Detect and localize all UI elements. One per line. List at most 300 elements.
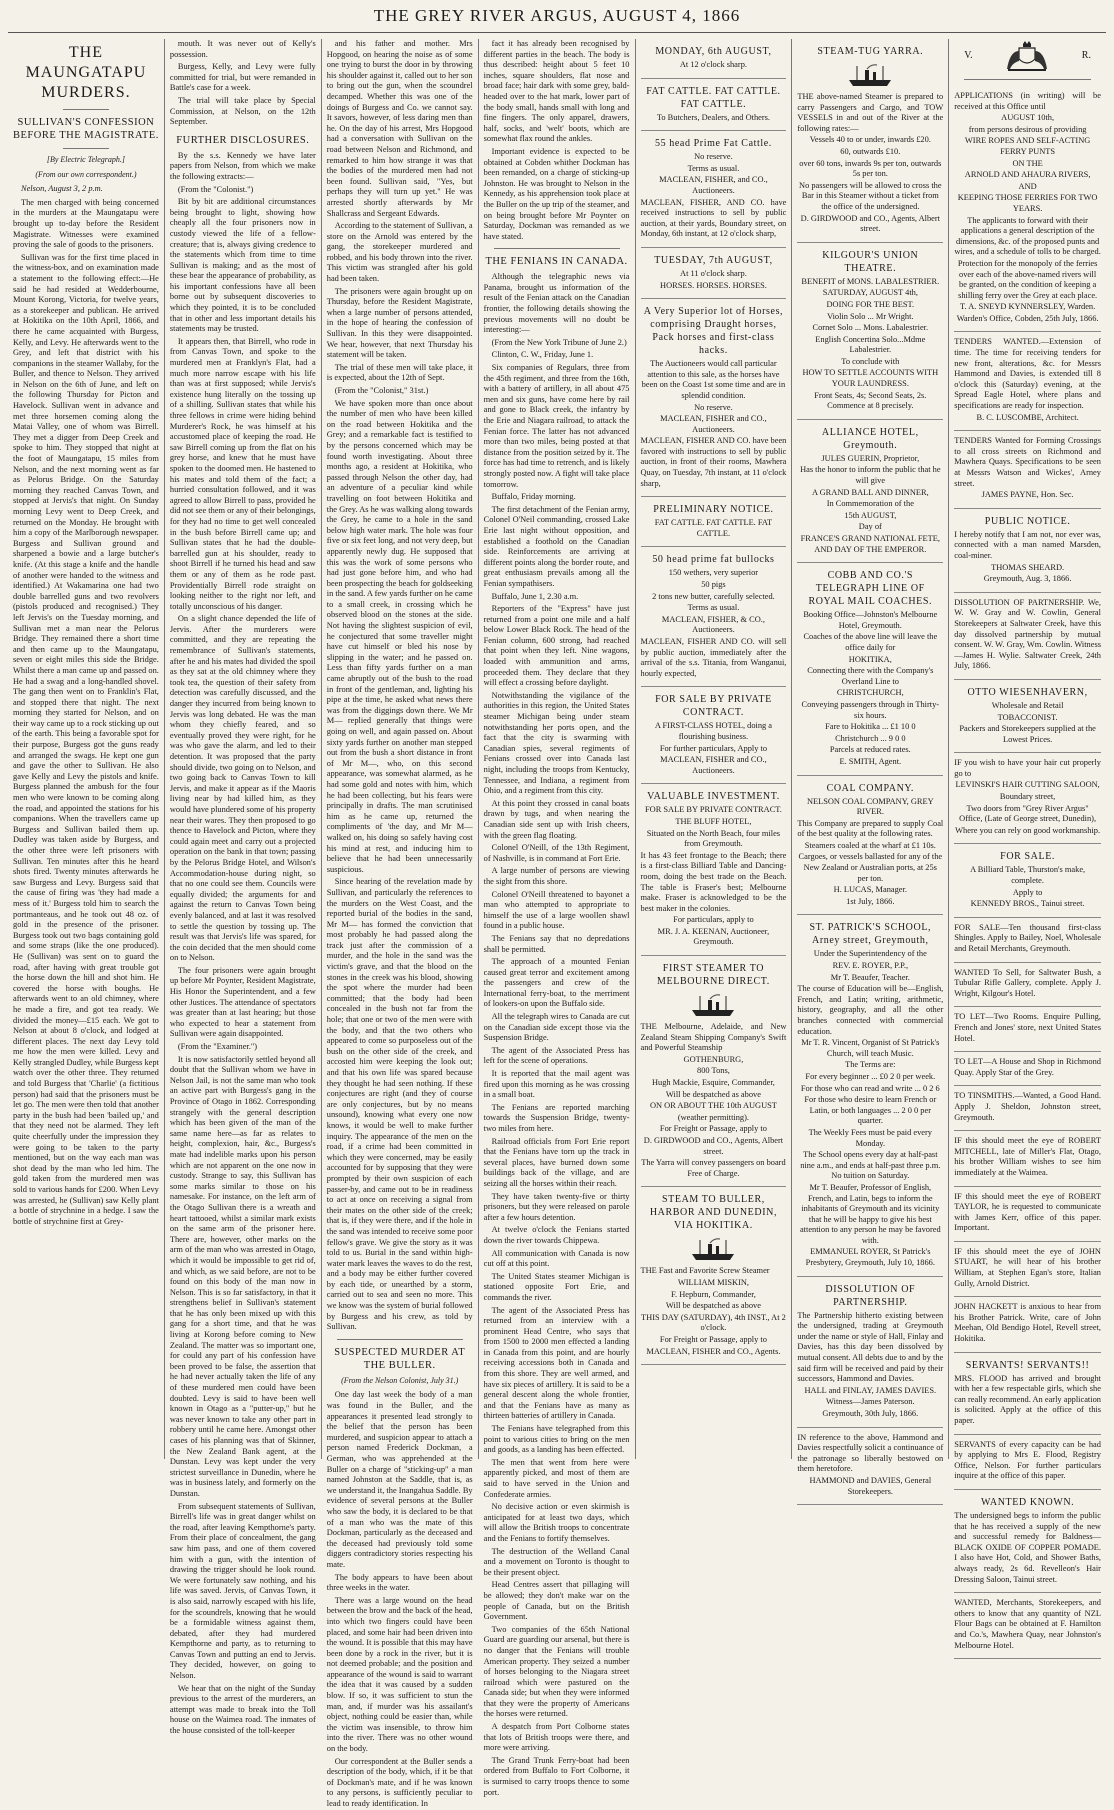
ad-text: IF this should meet the eye of ROBERT TAYLOR, he is requested to communicate with James Kerr, office of this paper. Important. xyxy=(954,1191,1101,1233)
advertisement xyxy=(954,1490,1101,1593)
ad-line: TUESDAY, 7th AUGUST, xyxy=(654,254,773,266)
ad-line: HORSES. HORSES. HORSES. xyxy=(660,280,767,290)
advertisement xyxy=(797,420,943,563)
advertisement xyxy=(797,39,943,243)
ad-line: FOR SALE BY PRIVATE CONTRACT. xyxy=(644,805,782,815)
paragraph: It appears then, that Birrell, who rode in from Canvas Town, and spoke to the murdered men at Franklyn's Flat, had a much more narrow escape with his life than was at first supposed; while Jervis's existence hung literally on the tossing up of a shilling. Sullivan states that while his three fellows in crime were hiding behind Murderer's Rock, he was himself at his accustomed place of keeping the road. He saw Birrell coming up from the flat on his grey horse, and knew that he must have spoken to the doomed men. He hastened to his mates and told them of the fact; a hurried consultation followed, and it was agreed to allow Birrell to pass, provided he did not see them or any of their belongings, for they had no time to get well concealed in the bush before Birrell came up; and Sullivan states that he had the double-barrelled gun at his shoulder, ready to shoot Birrell if he turned his head and saw them or any of them as he rode past. Providentially Birrell rode straight on looking neither to the right nor left, and totally unconscious of his danger. xyxy=(169,336,316,611)
ad-line: Terms as usual. xyxy=(687,163,740,173)
ad-line: Steamers coaled at the wharf at £1 10s. xyxy=(804,840,936,850)
ad-line: MACLEAN, FISHER and CO., Agents. xyxy=(646,1346,781,1356)
paragraph: Since hearing of the revelation made by Sullivan, and particularly the references to the murders on the West Coast, and the reported burial of the bodies in the sand, Mr M— has formed the conviction that most probably he had passed along the track just after the commission of a murder, and the hole in the sand was the victim's grave, and that the blood on the stones in the creek was his blood, showing the spot where the murder had been committed; that the body had been concealed in the bush not far from the hole; that one or two of the men were with the body, and that the two others who appeared to come so purposeless out of the bush on the other side of the creek, and accosted him were keeping the look out; and that his own life was spared because they thought he had seen nothing. If these conjectures are right (and they of course are only conjectures, but by no means unsound), knowing what every one now knows, it would be well to make further inquiry. The appearance of the men on the road, if a crime had been committed in which they were concerned, may be easily accounted for by supposing that they were prompted by their own suspicion of each passer-by, and came out to be in readiness to act at once on receiving a signal from their mates on the other side of the creek; that is, if they were there, and if the hole in the sand was intended to receive some poor fellow's grave. We give the story as it was told to us. Burial in the sand within high-water mark leaves the waves to do the rest, and a body may be either further covered by each tide, or unearthed by a storm, carried out to sea and seen no more. This we know was the system of burial followed by Burgess and his crew, as told by Sullivan. xyxy=(326,877,473,1332)
ad-line: H. LUCAS, Manager. xyxy=(833,885,907,895)
ad-text: MACLEAN, FISHER, AND CO. have received instructions to sell by public auction, at their yards, Boundary street, on Monday, 6th instant, at 12 o'clock sharp, xyxy=(640,197,787,239)
ad-line: DISSOLUTION OF PARTNERSHIP. xyxy=(825,1283,916,1308)
paragraph: On a slight chance depended the life of Jervis. After the murderers were committed, and they are repeating the remembrance of Sullivan's statements, after he and his mates had divided the spoil as they sat at the old chimney where they took tea, the question of their safety from detection was carefully discussed, and the danger they incurred from being known to Jervis was long debated. He was the man whom they chiefly feared, and so eventually proved they were right, for he was who gave the alarm, and led to their detention. It was proposed that the party should divide, two going on to Nelson, and two going back to Canvas Town to kill Jervis, and make it appear as if the Maoris living near by had killed him, as they would have plundered some of his property near their wares. They then proposed to go thence to Havelock and Picton, where they could again meet and carry out a projected operation on the bank in that town; passing by the Pelorus Bridge Hotel, and Wilson's Accommodation-house during night, so that no one could see them. Councils were equally divided; the arguments for and against the return to Canvas Town being evenly balanced, and at last it was resolved to settle the question by tossing up. The result was that Jervis's life was spared, for the coin decided that the men should come on to Nelson. xyxy=(169,614,316,963)
article-body xyxy=(170,151,316,1737)
ad-line: To Butchers, Dealers, and Others. xyxy=(656,112,770,122)
ad-line: MACLEAN, FISHER and CO., Auctioneers. xyxy=(660,755,767,775)
ad-text: MRS. FLOOD has arrived and brought with her a few respectable girls, which she can really recommend. An early application is solicited. Apply at the office of this paper. xyxy=(954,1373,1101,1425)
ad-line: A Very Superior lot of Horses, comprising Draught horses, Pack horses and first-class hacks. xyxy=(643,306,784,357)
royal-crest xyxy=(954,39,1101,73)
article-body xyxy=(484,39,630,242)
advertisement xyxy=(954,431,1101,509)
ad-line: THOMAS SHEARD. xyxy=(991,562,1065,572)
ad-line: English Concertina Solo...Mdme Labalestrier. xyxy=(815,334,926,355)
ad-line: Connecting there with the Company's Overland Line to xyxy=(807,666,934,686)
advertisement xyxy=(954,1353,1101,1435)
advertisement xyxy=(954,1187,1101,1242)
ad-line: Warden's Office, Cobden, 25th July, 1866. xyxy=(956,313,1099,323)
ad-text: SERVANTS of every capacity can be had by applying to Mrs E. Flood, Registry Office, Nelson. For further particulars inquire at the office of this paper. xyxy=(954,1439,1101,1481)
ad-line: WILLIAM MISKIN, xyxy=(677,1277,750,1287)
ad-line: HOKITIKA, xyxy=(848,654,892,664)
ad-line: Under the Superintendency of the xyxy=(813,949,927,959)
ad-line: THE BLUFF HOTEL, xyxy=(675,816,752,826)
headline: THE MAUNGATAPU MURDERS. xyxy=(25,44,147,101)
ad-line: Greymouth, 30th July, 1866. xyxy=(822,1409,919,1418)
paragraph: All the telegraph wires to Canada are cut on the Canadian side except those via the Suspension Bridge. xyxy=(483,1012,630,1043)
steamship-icon xyxy=(641,992,787,1018)
ad-line: Has the honor to inform the public that he will give xyxy=(800,465,941,486)
divider xyxy=(494,248,620,249)
ad-line: over 60 tons, inwards 9s per ton, outwards 5s per ton. xyxy=(799,158,942,179)
divider xyxy=(337,1339,463,1340)
ad-line: EMMANUEL ROYER, St Patrick's Presbytery, Greymouth, July 10, 1866. xyxy=(805,1247,935,1268)
ad-text: JOHN HACKETT is anxious to hear from his Brother Patrick. Write, care of John Meehan, Old Bendigo Hotel, Revell street, Hokitika. xyxy=(954,1302,1101,1344)
ad-line: HOW TO SETTLE ACCOUNTS WITH YOUR LAUNDRESS. xyxy=(802,368,939,389)
paragraph: A large number of persons are viewing the sight from this shore. xyxy=(483,866,630,886)
paragraph: (From the New York Tribune of June 2.) xyxy=(491,337,627,347)
advertisement xyxy=(954,844,1101,917)
paragraph: Our correspondent at the Buller sends a description of the body, which, if it be that of Dockman's mate, and if he was known to any persons, is sufficiently peculiar to lead to ready identification. In xyxy=(326,1756,473,1808)
ad-line: LEVINSKI'S HAIR CUTTING SALOON, xyxy=(955,780,1100,790)
article-body xyxy=(170,39,316,128)
advertisements xyxy=(954,86,1101,1659)
advertisement xyxy=(954,1052,1101,1086)
advertisement xyxy=(954,1242,1101,1297)
ad-line: COAL COMPANY. xyxy=(826,782,915,794)
ad-line: FRANCE'S GRAND NATIONAL FETE, AND DAY OF THE EMPEROR. xyxy=(800,534,940,554)
ad-line: Greymouth, Aug. 3, 1866. xyxy=(983,574,1072,584)
ad-line: STEAM-TUG YARRA. xyxy=(817,46,924,57)
ad-line: ALLIANCE HOTEL, Greymouth. xyxy=(821,426,919,451)
paragraph: We have spoken more than once about the number of men who have been killed on the road between Hokitika and the Grey; and a remarkable fact is testified to by the persons concerned which may be found worth investigating. About three months ago, a resident at Hokitika, who passed through Nelson the other day, had an adventure of a peculiar kind while travelling on foot between Hokitika and the Grey. As he was walking along towards the Grey, he came to a hole in the sand below high water mark. The hole was four five or six feet long, and not very deep, but apparently newly dug. He supposed that this was the work of some persons who had just gone before him, and who had been prospecting the beach for goldseeking in the sand. A few yards further on he came to a small creek, in crossing which he observed blood on the stones at the side. Not having the slightest suspicion of evil, he conjectured that some traveller might have cut himself or bled his nose by slipping in the water; and he passed on. Less than fifty yards further on a man came abruptly out of the bush to the road in front of the gentleman, and, lighting his pipe at the time, he asked what news there was from the diggings down there. We Mr M— replied generally that things were going on well, and again passed on. About sixty yards further on another man stepped out from the bush a short distance in front of Mr M—, who, on this second appearance, was somewhat alarmed, as he had some gold and notes with him, which he had been collecting, but his fears were principally in drafts. The man scrutinised him as he came up, returned the compliments of 'the day, and Mr M— walked on, his doing so safely having cost his mind at rest, and inducing him to believe that he had been unnecessarily suspicious. xyxy=(326,398,473,874)
ad-line: KEEPING THOSE FERRIES FOR TWO YEARS. xyxy=(957,193,1098,213)
ad-line: Parcels at reduced rates. xyxy=(829,745,911,755)
byline-source: (From our own correspondent.) xyxy=(35,169,137,179)
paragraph: Reporters of the "Express" have just returned from a point one mile and a half below Lower Black Rock. The head of the Fenian column, 600 strong, had reached that point when they left. Nine wagons, loaded with ammunition and arms, proceeded them. They declare that they will effect a crossing before daylight. xyxy=(483,604,630,688)
paragraph: Sullivan was for the first time placed in the witness-box, and on examination made a statement to the following effect:—He said he had resided at Wedderbourne, Mount Korong, Victoria, for twelve years, as a storekeeper and publican. He arrived at Hokitika on the 10th April, 1866, and there he came acquainted with Burgess, Kelly, and Levy. He afterwards went to the Grey, and left that district with his companions in the steamer Wallaby, for the Buller, and thence to Nelson. They arrived in Nelson on the 6th of June, and left on the following Thursday for Picton and Havelock. Sullivan went in advance and met three horsemen coming along the Matai Valley, one of whom was Birrell. They met a digger from Deep Creek and spoke to him. They stopped that night at the foot of Maungatapu, 15 miles from Nelson, and the next morning went as far as Pelorus Bridge. On the Saturday morning they reached Canvas Town, and stopped at Jervis's that night. On Sunday morning Levy went to Deep Creek, and returned on the Monday. He brought with him a copy of the Marlborough newspaper. Burgess and Sullivan ground and sharpened a bowie and a large butcher's knife. (At this stage a knife and the handle of another were handed to the witness and identified.) At Wakamarina one had two double barrelled guns and two revolvers (pistols produced and recognised.) They left Jervis's on the Tuesday morning, and Sullivan met a man near the Pelorus Bridge. They remained there a short time and then came up to the Maungatapu, seven or eight miles this side the Bridge. Whilst there a man came up and passed on. He had a swag and a long-handled shovel. The gang then went on to Franklin's Flat, and stopped there that night. The next morning they started for Nelson, and on their way came up to a rock sticking up out of the earth. This being a favorable spot for their purpose, Burgess got the guns ready and arranged the swags. He kept one gun and gave the other to Sullivan. He also gave Kelly and Levy the pistols and knife. Burgess planned the ambush for the four men who were known to be coming along the road, and appointed the stations for his companions. When the travellers came up Burgess and Sullivan bailed them up. Dudley was taken aside by Burgess, and the other three were left prisoners with Sullivan. Ten minutes after this he heard shots fired. Twenty minutes afterwards he saw Burgess and Levy. Burgess said that the cause of firing was 'they had made a mess of it.' Burgess told him to search the portmanteaus, and he took out 48 oz. of gold in the presence of the prisoner. Burgess took out two bags containing gold and some straps (like the one produced). He (Sullivan) was sent on to guard the road, after having with great trouble got the horse down the hill and shot him. He covered the horse with boughs. He afterwards went to an old chimney, where he made a fire, and got tea ready. We divided the money—£15 each. We got to Nelson at about 8 o'clock, and lodged at different places. The next day Levy told me how the men were killed. Levy and Kelly strangled Dudley, while Burgess kept watch over the other three. They returned and told Burgess that 'Charlie' (a fictitious person) had said that the prisoners must be let go. The men were then told that another party in the bush had been 'bailed up,' and that they need not be alarmed. They left quite cheerfully under the impression they were going to be taken to the party mentioned, but on the way each man was shot dead by the man who led him. The gold taken from the murdered men was sold to various hands for £200. When Levy was arrested, he (Sullivan) saw Kelly plant a bottle of strychnine in a hedge. I saw the bottle of strychnine first at Grey- xyxy=(13,252,159,1226)
ad-line: Cargoes, or vessels ballasted for any of the New Zealand or Australian ports, at 25s per ton. xyxy=(798,852,943,883)
columns xyxy=(8,39,1106,1808)
paragraph: Two companies of the 65th National Guard are guarding our arsenal, but there is no danger that the Fenians will trouble American property. They seized a number of horses belonging to the Niagara street railroad which were pastured on the Canada side; but when they were informed that they were the property of Americans the horses were returned. xyxy=(483,1624,630,1719)
ad-line: 2 tons new butter, carefully selected. xyxy=(652,591,775,601)
column-5 xyxy=(636,39,793,1459)
advertisement xyxy=(797,243,943,420)
ad-line: PUBLIC NOTICE. xyxy=(984,515,1071,527)
ad-text: TO LET—Two Rooms. Enquire Pulling, French and Jones' store, next United States Hotel. xyxy=(954,1012,1101,1043)
ad-line: Boundary street, xyxy=(999,792,1056,802)
advertisement xyxy=(954,1297,1101,1352)
ad-line: ST. PATRICK'S SCHOOL, Arney street, Greymouth, xyxy=(809,922,932,947)
ad-line: A Billiard Table, Thurston's make, complete. xyxy=(970,865,1086,886)
ad-line: FOR SALE BY PRIVATE CONTRACT. xyxy=(655,694,772,719)
dateline: Nelson, August 3, 2 p.m. xyxy=(21,184,103,194)
ad-line: TOBACCONIST. xyxy=(997,712,1058,722)
paragraph: One day last week the body of a man was found in the Buller, and the appearances it presented lead strongly to the belief that the person has been murdered, and suspicion appear to attach a person named Frederick Dockman, a German, who was apprehended at the Buller on a charge of "sticking-up" a man named Johnston at the Saddle, that is, as we understand it, the Inangahua Saddle. By evidence of several persons at the Buller who saw the body, it is declared to be that of a man who was the mate of this Dockman, particularly as the deceased and the deceased had previously told some diggers contradictory stories respecting his mate. xyxy=(326,1390,473,1569)
ad-line: CHRISTCHURCH, xyxy=(836,688,904,698)
paragraph: The Fenians say that no depredations shall be permitted. xyxy=(483,933,630,954)
paragraph: (From the "Colonist," 31st.) xyxy=(334,386,429,395)
ad-line: Where you can rely on good workmanship. xyxy=(955,825,1101,835)
ad-line: KILGOUR'S UNION THEATRE. xyxy=(822,249,919,274)
ad-line: FIRST STEAMER TO MELBOURNE DIRECT. xyxy=(657,963,770,988)
ad-text: TO LET—A House and Shop in Richmond Quay. Apply Star of the Grey. xyxy=(954,1057,1101,1077)
page-title: THE GREY RIVER ARGUS, AUGUST 4, 1866 xyxy=(373,6,741,25)
advertisement xyxy=(641,248,787,299)
ad-line: Will be despatched as above xyxy=(665,1089,761,1099)
ad-text: WANTED To Sell, for Saltwater Bush, a Tubular Rifle Gallery, complete. Apply J. Wright, Kilgour's Hotel. xyxy=(954,967,1101,998)
ad-line: REV. E. ROYER, P.P., xyxy=(832,961,909,971)
ad-line: 50 head prime fat bullocks xyxy=(652,554,775,566)
ad-line: ON THE xyxy=(1012,158,1043,168)
ad-text: IF this should meet the eye of ROBERT MITCHELL, late of Miller's Flat, Otago, his brother William wishes to see him immediately at the Waimea. xyxy=(954,1136,1101,1177)
ad-line: VALUABLE INVESTMENT. xyxy=(647,791,780,803)
paragraph: Burgess, Kelly, and Levy were fully committed for trial, but were remanded in Battle's case for a week. xyxy=(169,62,316,93)
advertisement xyxy=(797,563,943,775)
ad-line: 50 pigs xyxy=(701,580,726,590)
ad-line: WIRE ROPES AND SELF-ACTING FERRY PUNTS xyxy=(964,136,1091,156)
paragraph: Colonel O'Neill threatened to bayonet a man who attempted to appropriate to himself the use of a large woollen shawl found in a public house. xyxy=(483,889,630,931)
ad-text: MACLEAN, FISHER AND CO. will sell by public auction, immediately after the arrival of the s.s. Titania, from Wanganui, hourly expected, xyxy=(640,637,787,678)
ad-line: SATURDAY, AUGUST 4th, xyxy=(822,288,918,298)
ad-text: DISSOLUTION OF PARTNERSHIP. We, W. W. Gray and W. Cowlin, General Storekeepers at Saltwater Creek, have this day dissolved partnership by mutual consent. W. W. Gray, Wm. Cowlin. Witness—James H. Wylie. Saltwater Creek, 24th July, 1866. xyxy=(954,597,1101,671)
paragraph: A despatch from Port Colborne states that lots of British troops were there, and more were arriving. xyxy=(483,1722,630,1753)
advertisement xyxy=(954,1435,1101,1490)
paragraph: Notwithstanding the vigilance of the authorities in this region, the United States steamer Michigan being under steam notwithstanding her ports open, and the fact that the city is swarming with Canadian spies, several regiments of Fenians crossed over into Canada last night, including the troops from Kentucky, Tennessee, and Indiana, a regiment from Ohio, and a regiment from this city. xyxy=(483,690,630,796)
paragraph: There was a large wound on the head between the brow and the back of the head, into which two fingers could have been placed, and some hair had been driven into the wound. It is possible that this may have been done by a rock in the river, but it is not deemed probable; and the position and appearance of the wound is said to warrant the idea that it was caused by a sudden blow. If so, it was sufficient to stun the man, and, if murder was his assailant's object, nothing could be easier than, while the victim was insensible, to throw him into the river. There was no other wound on the body. xyxy=(326,1595,473,1754)
paragraph: (From the "Examiner.") xyxy=(177,1042,258,1052)
advertisement xyxy=(954,918,1101,963)
advertisements xyxy=(641,39,787,1365)
ad-line: For Freight or Passage, apply to xyxy=(659,1334,767,1344)
ad-line: No passengers will be allowed to cross the Bar in this Steamer without a ticket from the office of the undersigned. xyxy=(799,180,942,211)
section-heading: THE FENIANS IN CANADA. xyxy=(485,256,628,268)
paragraph: At twelve o'clock the Fenians started down the river towards Chippewa. xyxy=(483,1225,630,1245)
ad-line: FAT CATTLE. FAT CATTLE. FAT CATTLE. xyxy=(646,85,781,110)
ad-line: DOING FOR THE BEST. xyxy=(826,299,915,309)
advertisement xyxy=(641,784,787,956)
article-source: (From the Nelson Colonist, July 31.) xyxy=(341,1375,459,1385)
advertisements xyxy=(797,39,943,1505)
paragraph: From subsequent statements of Sullivan, Birrell's life was in great danger whilst on the road, after leaving Kempthorne's party. From their place of concealment, the gang saw him pass, and one of them covered him with a gun, with the intention of drawing the trigger should he look round. We were fortunately saw nothing, and his life was saved. Jervis, of Canvas Town, it is also said, narrowly escaped with his life, for the scoundrels, knowing that he would be a formidable witness against them, debated, after they had murdered Kempthorne and party, as to returning to Canvas Town and putting an end to Jervis. They decided, however, on going to Nelson. xyxy=(169,1501,316,1681)
ad-line: Wholesale and Retail xyxy=(991,700,1064,710)
ad-line: For those who can read and write ... 0 2 6 xyxy=(800,1083,940,1093)
ad-line: To conclude with xyxy=(841,356,900,366)
ad-line: The Weekly Fees must be paid every Monday. xyxy=(808,1127,932,1148)
ad-line: JAMES PAYNE, Hon. Sec. xyxy=(981,490,1074,500)
ad-line: Vessels 40 to or under, inwards £20. xyxy=(809,135,931,145)
paragraph: mouth. It was never out of Kelly's possession. xyxy=(169,39,316,59)
paragraph: The men that went from here were apparently picked, and most of them are said to have served in the Union and Confederate armies. xyxy=(483,1457,630,1499)
ad-line: FOR SALE. xyxy=(1000,851,1056,863)
ad-text: It has 43 feet frontage to the Beach; there is a first-class Billiard Table and Dancing-room, doing the best trade on the Beach. The table is Fraser's best; Melbourne make. Fraser is acknowledged to be the best maker in the colonies. xyxy=(640,850,787,913)
ad-text: I hereby notify that I am not, nor ever was, connected with a man named Marsden, coal-miner. xyxy=(954,529,1101,560)
ad-line: Mr T. Beaufer, Professor of English, French, and Latin, begs to inform the inhabitants of Greymouth and its vicinity that he will be happy to give his best attention to any person he may be favored with. xyxy=(799,1182,941,1245)
paragraph: According to the statement of Sullivan, a store on the Arnold was entered by the gang, the storekeeper murdered and robbed, and his body thrown into the river. This victim was strangled after his gold had been taken. xyxy=(326,221,473,284)
ad-line: At 11 o'clock sharp. xyxy=(680,268,747,278)
ad-line: AUGUST 10th, xyxy=(1001,113,1055,123)
ad-line: 15th AUGUST, xyxy=(844,510,897,520)
paragraph: The body appears to have been about three weeks in the water. xyxy=(326,1572,473,1593)
advertisement xyxy=(641,79,787,132)
paragraph: Colonel O'Neill, of the 13th Regiment, of Nashville, is in command at Fort Erie. xyxy=(483,843,630,863)
advertisement xyxy=(641,547,787,687)
ad-line: Two doors from "Grey River Argus" Office, (Late of George street, Dunedin), xyxy=(959,803,1097,824)
column-4 xyxy=(479,39,636,1797)
ad-text: TENDERS WANTED.—Extension of time. The time for receiving tenders for new front, alterations, &c. for Messrs Hammond and Davies, is extended till 8 o'clock this (Saturday) evening, at the Spread Eagle Hotel, where plans and specifications are ready for inspection. xyxy=(954,337,1101,411)
ad-line: The Yarra will convey passengers on board Free of Charge. xyxy=(641,1158,786,1178)
advertisement xyxy=(641,131,787,248)
ad-text: The course of Education will be—English, French, and Latin; writing, arithmetic, history, geography, and all the other branches connected with commercial education. xyxy=(797,984,944,1036)
ad-line: A FIRST-CLASS HOTEL, doing a flourishing business. xyxy=(654,721,773,741)
paragraph: and his father and mother. Mrs Hopgood, on hearing the noise as of some one trying to burst the door in by throwing his shoulder against it, called out to her son to bring out the gun, when the scoundrel decamped. Whether this was one of the doings of Burgess and Co. we cannot say. It savors, however, of less daring men than he. On the day of his arrest, Mrs Hopgood had a conversation with Sullivan on the road between Nelson and Richmond, and remarked to him how strange it was that the bodies of the murdered men had not been found. Sullivan said, "Yes, but perhaps they will turn up yet." He was arrested shortly afterwards by Mr Shallcrass and Sergeant Edwards. xyxy=(326,39,473,218)
ad-text: This Company are prepared to supply Coal of the best quality at the following rates. xyxy=(797,818,944,839)
ad-line: COBB AND CO.'S TELEGRAPH LINE OF ROYAL MAIL COACHES. xyxy=(808,570,933,608)
advertisement xyxy=(954,593,1101,680)
advertisement xyxy=(797,1428,943,1506)
ad-line: 150 wethers, very superior xyxy=(668,568,759,578)
paragraph: The first detachment of the Fenian army, Colonel O'Neil commanding, crossed Lake Erie last night without opposition, and established a foothold on the Canadian side. Reinforcements are arriving at different points along the border route, and great enthusiasm prevails among all the Fenian sympathisers. xyxy=(483,504,630,588)
ad-line: A GRAND BALL AND DINNER, xyxy=(811,487,929,497)
ad-line: MONDAY, 6th AUGUST, xyxy=(655,46,772,57)
steamship-icon xyxy=(847,62,893,88)
column-2 xyxy=(165,39,322,1736)
ad-line: Packers and Storekeepers supplied at the Lowest Prices. xyxy=(959,724,1096,744)
ad-text: IF you wish to have your hair cut properly go to xyxy=(954,758,1101,778)
divider xyxy=(964,79,1091,80)
ad-line: (weather permitting). xyxy=(677,1112,750,1122)
ad-line: MACLEAN, FISHER and CO., Auctioneers. xyxy=(660,414,767,434)
ad-text: THE above-named Steamer is prepared to carry Passengers and Cargo, and TOW VESSELS in and out of the River at the following rates:— xyxy=(797,92,944,133)
paragraph: Buffalo, Friday morning. xyxy=(491,492,576,502)
ad-line: Booking Office—Johnston's Melbourne Hotel, Greymouth. xyxy=(803,610,938,630)
paragraph: No decisive action or even skirmish is anticipated for at least two days, which will allow the British troops to concentrate and the Fenians to fortify themselves. xyxy=(483,1502,630,1543)
ad-line: T. A. SNEYD KYNNERSLEY, Warden. xyxy=(960,302,1096,312)
advertisement xyxy=(954,1131,1101,1186)
ad-line: Front Seats, 4s; Second Seats, 2s. Commence at 8 precisely. xyxy=(814,390,927,411)
steamship-icon xyxy=(797,62,943,88)
ad-text: TENDERS Wanted for Forming Crossings to all cross streets on Richmond and Mawhera Quays. Specifications to be seen at Messrs Watson and Wickes', Arney street. xyxy=(954,436,1101,488)
ad-line: Coaches of the above line will leave the office daily for xyxy=(803,632,938,652)
advertisement xyxy=(797,1277,943,1428)
ad-line: D. GIRDWOOD and CO., Agents, Albert street. xyxy=(800,213,940,234)
paragraph: The Grand Trunk Ferry-boat had been ordered from Buffalo to Fort Colborne, it is surmised to carry troops thence to some port. xyxy=(483,1755,630,1797)
masthead xyxy=(8,6,1106,33)
ad-line: STEAM TO BULLER, HARBOR AND DUNEDIN, VIA HOKITIKA. xyxy=(649,1194,778,1232)
paragraph: Bit by bit are additional circumstances being brought to light, showing how cheaply all the four prisoners now in custody viewed the life of a fellow-creature; that is, always giving credence to the statements which from time to time Sullivan is making; and as the most of these bear the appearance of probability, as his important confessions have all been borne out by subsequent discoveries to which they pointed, it is to be concluded that in other and less important details his statements may be trusted. xyxy=(169,197,316,334)
column-1 xyxy=(8,39,165,1459)
ad-text: TO TINSMITHS.—Wanted, a Good Hand. Apply J. Sheldon, Johnston street, Greymouth. xyxy=(954,1091,1101,1122)
ad-line: For every beginner ... £0 2 0 per week. xyxy=(805,1071,936,1081)
paragraph: (From the "Colonist.") xyxy=(177,184,254,194)
ad-line: For Freight or Passage, apply to xyxy=(659,1124,767,1134)
ad-line: OTTO WIESENHAVERN, xyxy=(967,686,1088,698)
ad-text: WANTED, Merchants, Storekeepers, and others to know that any quantity of NZL Flour Bags can be obtained at F. Hamilton and Co.'s, Mawhera Quay, near Johnston's Melbourne Hotel. xyxy=(954,1598,1101,1650)
ad-line: JULES GUERIN, Proprietor, xyxy=(821,453,920,463)
ad-line: B. C. LUSCOMBE, Architect. xyxy=(976,412,1079,422)
ad-line: from persons desirous of providing xyxy=(968,124,1087,134)
advertisement xyxy=(954,1593,1101,1659)
paragraph: The destruction of the Welland Canal and a movement on Toronto is thought to be their present object. xyxy=(483,1546,630,1577)
ad-line: Mr T. R. Vincent, Organist of St Patrick's Church, will teach Music. xyxy=(801,1038,940,1058)
advertisement xyxy=(797,915,943,1276)
paragraph: The agent of the Associated Press has left for the scene of operations. xyxy=(483,1045,630,1066)
ad-line: In Commemoration of the xyxy=(826,499,914,509)
ad-text: THE Melbourne, Adelaide, and New Zealand Steam Shipping Company's Swift and Powerful Steamship xyxy=(640,1022,787,1053)
paragraph: It is now satisfactorily settled beyond all doubt that the Sullivan whom we have in Nelson Jail, is not the same man who took an active part with Burgess's gang in the Province of Otago in 1862. Corresponding strangely with the general description which has been given of the man of the same name here—as far as relates to height, complexion, hair, &c., Burgess's mate had indelible marks upon his person which are not apparent on the one now in custody. Strange to say, this Sullivan has some marks similar to those on his namesake. For instance, on the left arm of the Otago Sullivan there is a wreath and heart tattooed, whilst a similar mark exists on the same arm of the prisoner here. There are, however, other marks on the arm of the man who was arrested in Otago, which it would be impossible to get rid of, and which, as we said before, are not to be found on this body of the man now in Nelson. This is so far satisfactory, in that it strengthens belief in Sullivan's statement that he has only been mixed up with this gang for a short time, and that he was living at Korong before coming to New Zealand. The matter was so important one, for could any part of his confession have been proved to be false, the assertion that he had never actually taken the life of any of these murdered men could have been doubted. Levy is said to have been well known in Otago as a "putter-up," but he was never known to take any other part in robbery until he came here. Amongst other cases of his planning was that of Skinner, the New Zealand Bank agent, at the Dunstan. Levy was kept under the very strictest surveillance in Dunedin, where he was in business lately, and formerly on the Dunstan. xyxy=(169,1054,316,1498)
paragraph: The trial of these men will take place, it is expected, about the 12th of Sept. xyxy=(326,362,473,383)
ad-line: Cornet Solo ... Mons. Labalestrier. xyxy=(812,323,929,333)
paragraph: At this point they crossed in canal boats drawn by tugs, and when nearing the Canadian side sent up with Irish cheers, with the green flag floating. xyxy=(483,798,630,840)
ad-line: D. GIRDWOOD and CO., Agents, Albert street. xyxy=(643,1136,784,1156)
ad-line: NELSON COAL COMPANY, GREY RIVER. xyxy=(806,796,934,817)
steamship-icon xyxy=(641,1236,787,1262)
ad-line: No reserve. xyxy=(694,402,733,412)
ad-line: ON OR ABOUT THE 10th AUGUST xyxy=(649,1101,777,1111)
ad-text: The Partnership hitherto existing between the undersigned, trading at Greymouth under the name or style of Hall, Finlay and Davies, has this day been dissolved by mutual consent. All debts due to and by the said firm will be received and paid by their successors, Hammond and Davies. xyxy=(797,1310,944,1384)
advertisement xyxy=(954,753,1101,844)
paragraph: Although the telegraphic news via Panama, brought us information of the result of the Fenian attack on the Canadian frontier, the following details showing the previous movements will no doubt be interesting:— xyxy=(483,272,630,335)
advertisement xyxy=(641,299,787,497)
ad-line: Witness—James Paterson. xyxy=(826,1397,915,1407)
ad-line: Mr T. Beaufer, Teacher. xyxy=(830,972,910,982)
advertisement xyxy=(954,1086,1101,1131)
paragraph: The agent of the Associated Press has returned from an interview with a prominent Head Centre, who says that from 1500 to 2000 men effected a landing in Canada from this point, and are hourly receiving accessions both in Canada and from this shore. They are well armed, and have six pieces of artillery. It is said to be a general descent along the whole frontier, and that the Fenians have as many as thirteen batteries of artillery in Canada. xyxy=(483,1305,630,1421)
crest-letter-left: V. xyxy=(964,49,973,61)
column-6 xyxy=(792,39,949,1496)
ad-line: 55 head Prime Fat Cattle. xyxy=(654,138,772,150)
ad-line: The Terms are: xyxy=(845,1060,896,1070)
divider xyxy=(63,109,109,110)
paragraph: fact it has already been recognised by different parties in the beach. The body is thus described: height about 5 feet 10 inches, square shoulders, flat nose and broad face; hair dark with some grey, bald-headed over to the hat mark, lower part of the body small, hands small with long and fine fingers. The only apparel, drawers, half, socks, and 'welt' boots, which are somewhat flax round the ankles. xyxy=(483,39,630,144)
paragraph: Railroad officials from Fort Erie report that the Fenians have torn up the track in several places, have burned down some buildings back of the village, and are seizing all the horses within their reach. xyxy=(483,1136,630,1188)
advertisement xyxy=(954,963,1101,1008)
ad-line: MR. J. A. KEENAN, Auctioneer, Greymouth. xyxy=(657,926,770,947)
ad-line: Will be despatched as above xyxy=(665,1301,761,1311)
steamship-icon xyxy=(690,992,736,1018)
ad-line: The School opens every day at half-past nine a.m., and ends at half-past three p.m. No tuition on Saturday. xyxy=(800,1150,941,1181)
advertisement xyxy=(641,39,787,79)
ad-line: 800 Tons, xyxy=(697,1066,730,1076)
paragraph: The approach of a mounted Fenian caused great terror and excitement among the passengers and crew of the International ferry-boat, to the merriment of lookers-on upon the Buffalo side. xyxy=(483,957,630,1009)
divider xyxy=(63,148,109,149)
ad-line: ARNOLD AND AHAURA RIVERS, xyxy=(964,170,1091,180)
ad-line: For further particulars, Apply to xyxy=(659,743,768,753)
ad-text: IF this should meet the eye of JOHN STUART, he will hear of his brother William, at Stephen Egan's store, Italian Gully, Arnold District. xyxy=(954,1246,1101,1288)
ad-line: Terms as usual. xyxy=(687,603,740,613)
paragraph: We hear that on the night of the Sunday previous to the arrest of the murderers, an attempt was made to break into the Toll house on the Waimea road. The inmates of the house consisted of the toll-keeper xyxy=(169,1683,316,1736)
ad-line: Fare to Hokitika ... £1 10 0 xyxy=(825,722,916,732)
paragraph: The trial will take place by Special Commission, at Nelson, on the 12th September. xyxy=(169,95,316,127)
ad-text: MACLEAN, FISHER AND CO. have been favored with instructions to sell by public auction, in front of their rooms, Mawhera Quay, on Tuesday, 7th instant, at 11 o'clock sharp, xyxy=(640,436,787,488)
ad-line: Conveying passengers through in Thirty-six hours. xyxy=(801,699,940,720)
ad-line: For those who desire to learn French or Latin, or both languages ... 2 0 0 per quarter. xyxy=(804,1095,937,1126)
advertisement xyxy=(954,86,1101,332)
ad-line: Protection for the monopoly of the ferries over each of the above-named rivers will be granted, on the condition of keeping a shilling ferry over the Grey at each place. xyxy=(957,258,1098,300)
paragraph: Six companies of Regulars, three from the 45th regiment, and three from the 16th, with a battery of artillery, in all about 475 men and six guns, have come here by rail and gone to Black creek, the infantry by the Erie and Niagara railroad, to attack the Fenian force. The latter has not advanced more than two miles, being posted at that distance from the position seized by it. The force has had time to retrench, and is likely strongly posted now. A fight will take place tomorrow. xyxy=(483,363,630,489)
subheadline: SULLIVAN'S CONFESSION BEFORE THE MAGISTRATE. xyxy=(13,117,159,141)
ad-line: Christchurch ... 9 0 0 xyxy=(835,733,906,743)
ad-line: HAMMOND and DAVIES, General Storekeepers. xyxy=(809,1475,932,1496)
paragraph: Clinton, C. W., Friday, June 1. xyxy=(491,350,594,360)
paragraph: The Fenians have telegraphed from this point to various cities to bring on the men and goods, as a landing has been effected. xyxy=(483,1424,630,1455)
article-body xyxy=(327,39,473,1333)
article-body xyxy=(327,1390,473,1809)
ad-line: THIS DAY (SATURDAY), 4th INST., At 2 o'clock. xyxy=(641,1312,786,1333)
ad-line: Apply to xyxy=(1012,887,1043,897)
advertisement xyxy=(954,680,1101,753)
advertisement xyxy=(641,497,787,547)
ad-text: IN reference to the above, Hammond and Davies respectfully solicit a continuance of the patronage so liberally bestowed on them heretofore. xyxy=(797,1432,944,1474)
paragraph: Head Centres assert that pillaging will be allowed; they don't make war on the people of Canada, but on the British Government. xyxy=(483,1580,630,1622)
advertisement xyxy=(954,509,1101,593)
ad-text: APPLICATIONS (in writing) will be received at this Office until xyxy=(954,91,1101,111)
advertisement xyxy=(641,687,787,784)
section-heading: SUSPECTED MURDER AT THE BULLER. xyxy=(334,1346,466,1371)
article-body xyxy=(13,198,159,1228)
ad-line: PRELIMINARY NOTICE. xyxy=(653,504,774,516)
ad-line: E. SMITH, Agent. xyxy=(839,756,902,766)
ad-line: FAT CATTLE. FAT CATTLE. FAT CATTLE. xyxy=(654,518,773,538)
column-7 xyxy=(949,39,1106,1650)
section-heading: FURTHER DISCLOSURES. xyxy=(176,134,310,146)
advertisement xyxy=(797,776,943,916)
paragraph: The Fenians are reported marching towards the Suspension Bridge, twenty-two miles from here. xyxy=(483,1102,630,1133)
byline: [By Electric Telegraph.] xyxy=(46,155,125,164)
ad-line: WANTED KNOWN. xyxy=(980,1496,1075,1508)
royal-coat-of-arms-icon xyxy=(1002,39,1052,73)
ad-line: GOTHENBURG, xyxy=(683,1054,744,1064)
ad-line: Violin Solo ... Mr Wright. xyxy=(827,311,914,321)
paragraph: By the s.s. Kennedy we have later papers from Nelson, from which we make the following extracts:— xyxy=(169,150,316,181)
ad-text: THE Fast and Favorite Screw Steamer xyxy=(640,1266,770,1276)
advertisement xyxy=(954,1007,1101,1052)
paragraph: The four prisoners were again brought up before Mr Poynter, Resident Magistrate, His Honor the Superintendent, and a few other Justices. The attendance of spectators was greater than at last hearing; but those who expected to hear a statement from Sullivan were again disappointed. xyxy=(169,965,316,1039)
ad-line: The Auctioneers would call particular attention to this sale, as the horses have been on the Coast 1st some time and are in splendid condition. xyxy=(641,359,786,400)
ad-line: KENNEDY BROS., Tainui street. xyxy=(970,899,1085,909)
crest-letter-right: R. xyxy=(1081,49,1091,61)
ad-line: No reserve. xyxy=(694,152,733,162)
ad-line: HALL and FINLAY, JAMES DAVIES. xyxy=(804,1385,937,1395)
paragraph: It is reported that the mail agent was fired upon this morning as he was crossing in a small boat. xyxy=(483,1069,630,1100)
ad-line: SERVANTS! SERVANTS!! xyxy=(965,1359,1090,1371)
ad-line: For particulars, apply to xyxy=(673,915,754,925)
paragraph: The prisoners were again brought up on Thursday, before the Resident Magistrate, when a large number of persons attended, in the hope of hearing the confession of Sullivan. In this they were disappointed. We hear, however, that next Thursday his statement will be taken. xyxy=(326,286,473,360)
ad-text: FOR SALE—Ten thousand first-class Shingles. Apply to Bailey, Noel, Wholesale and Retail Merchants, Greymouth. xyxy=(954,922,1101,953)
paragraph: Buffalo, June 1, 2.30 a.m. xyxy=(491,591,579,601)
ad-line: At 12 o'clock sharp. xyxy=(679,60,747,69)
article-body xyxy=(484,272,630,1798)
ad-text: The undersigned begs to inform the public that he has received a supply of the new and successful remedy for Baldness—BLACK OXIDE OF COPPER POMADE. I also have Hot, Cold, and Shower Baths, always ready, 2s 6d. Revelleon's Hair Dressing Saloon, Tainui street. xyxy=(954,1510,1101,1584)
advertisement xyxy=(641,1187,787,1365)
paragraph: Important evidence is expected to be obtained at Cobden whither Dockman has been remanded, on a charge of sticking-up Johnston. He was brought to Nelson in the Kennedy, as his apprehension took place at the Buller on the up trip of the steamer, and on being brought before Mr Poynter on Saturday, Dockman was remanded as we have stated. xyxy=(483,146,630,241)
ad-line: F. Hepburn, Commander, xyxy=(671,1289,756,1299)
ad-line: BENEFIT of MONS. LABALESTRIER. xyxy=(801,276,940,286)
ad-line: Day of xyxy=(858,522,882,532)
ad-line: 1st July, 1866. xyxy=(846,896,895,906)
paragraph: The United States steamer Michigan is stationed opposite Fort Erie, and commands the river. xyxy=(483,1271,630,1302)
